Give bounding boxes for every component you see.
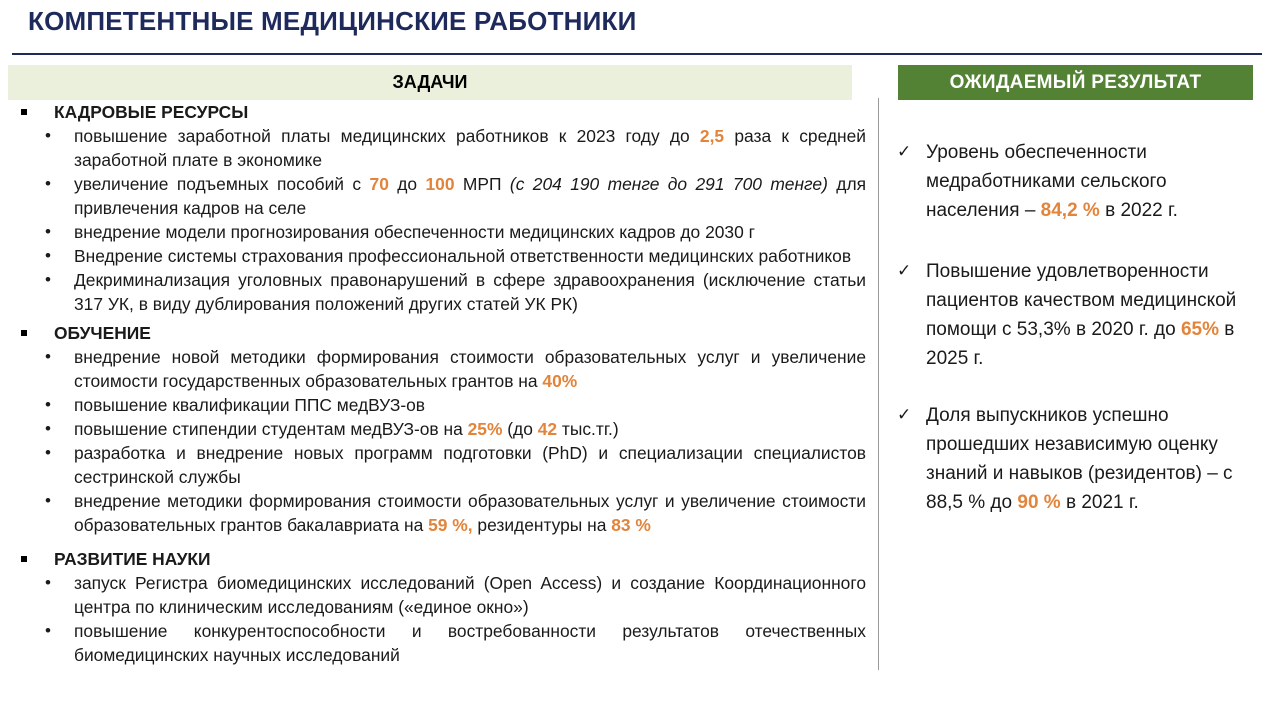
item-text: (до — [502, 419, 538, 439]
tasks-header: ЗАДАЧИ — [8, 65, 852, 100]
list-item — [18, 172, 866, 220]
result-header: ОЖИДАЕМЫЙ РЕЗУЛЬТАТ — [898, 65, 1253, 100]
section-edu-title — [18, 321, 866, 345]
item-text: резидентуры на — [472, 515, 612, 535]
highlight-value: 84,2 % — [1040, 200, 1100, 221]
square-bullet-icon — [21, 109, 27, 115]
tasks-column — [18, 100, 866, 667]
highlight-value: 25% — [467, 419, 503, 439]
list-item — [18, 345, 866, 393]
item-text: тыс.тг.) — [557, 419, 619, 439]
result-item — [897, 401, 1257, 517]
list-item — [18, 268, 866, 316]
item-text: внедрение методики формирования стоимости образовательных услуг и увеличение стоимости образовательных грантов бакалавриата на — [74, 491, 866, 535]
bullet-icon: • — [45, 443, 51, 462]
results-column — [897, 138, 1257, 517]
list-item — [18, 571, 866, 619]
list-item — [18, 619, 866, 667]
list-item — [18, 441, 866, 489]
result-text: Уровень обеспеченности медработниками сельского населения – — [926, 142, 1167, 221]
bullet-icon: • — [45, 174, 51, 193]
list-item — [18, 393, 866, 417]
square-bullet-icon — [21, 556, 27, 562]
result-item — [897, 257, 1257, 373]
highlight-value: 2,5 — [699, 126, 725, 146]
checkmark-icon: ✓ — [897, 142, 912, 162]
bullet-icon: • — [45, 270, 51, 289]
page-title: КОМПЕТЕНТНЫЕ МЕДИЦИНСКИЕ РАБОТНИКИ — [28, 6, 637, 36]
checkmark-icon: ✓ — [897, 405, 912, 425]
item-text: внедрение модели прогнозирования обеспеченности медицинских кадров до 2030 г — [74, 222, 755, 242]
item-text: МРП — [454, 174, 510, 194]
bullet-icon: • — [45, 621, 51, 640]
list-item — [18, 220, 866, 244]
highlight-value: 90 % — [1017, 492, 1061, 513]
italic-note: (с 204 190 тенге до 291 700 тенге) — [509, 174, 828, 194]
item-text: для привлечения кадров на селе — [74, 174, 867, 218]
item-text: увеличение подъемных пособий с — [74, 174, 370, 194]
bullet-icon: • — [45, 347, 51, 366]
section-edu-title-text: ОБУЧЕНИЕ — [54, 323, 151, 343]
section-hr-title — [18, 100, 866, 124]
square-bullet-icon — [21, 330, 27, 336]
list-item — [18, 417, 866, 441]
item-text: Внедрение системы страхования профессиональной ответственности медицинских работников — [74, 246, 852, 266]
bullet-icon: • — [45, 246, 51, 265]
item-text: Декриминализация уголовных правонарушений в сфере здравоохранения (исключение статьи 317 УК, в виду дублирования положений других статей УК РК) — [74, 270, 866, 314]
bullet-icon: • — [45, 573, 51, 592]
result-item — [897, 138, 1257, 225]
highlight-value: 83 % — [611, 515, 651, 535]
section-sci-title-text: РАЗВИТИЕ НАУКИ — [54, 549, 211, 569]
item-text: повышение квалификации ППС медВУЗ-ов — [74, 395, 426, 415]
item-text: внедрение новой методики формирования стоимости образовательных услуг и увеличение стоимости государственных образовательных грантов на — [74, 347, 866, 391]
item-text: разработка и внедрение новых программ подготовки (PhD) и специализации специалистов сестринской службы — [74, 443, 866, 487]
item-text: повышение заработной платы медицинских работников к 2023 году до — [74, 126, 700, 146]
result-text: в 2021 г. — [1060, 492, 1139, 513]
highlight-value: 70 — [369, 174, 389, 194]
highlight-value: 100 — [425, 174, 455, 194]
list-item — [18, 489, 866, 537]
bullet-icon: • — [45, 395, 51, 414]
result-text: в 2022 г. — [1099, 200, 1178, 221]
highlight-value: 40% — [542, 371, 578, 391]
list-item — [18, 244, 866, 268]
section-hr-title-text: КАДРОВЫЕ РЕСУРСЫ — [54, 102, 249, 122]
item-text: раза к средней заработной плате в экономике — [74, 126, 866, 170]
item-text: запуск Регистра биомедицинских исследований (Open Access) и создание Координационного центра по клиническим исследованиям («единое окно») — [74, 573, 866, 617]
section-sci-title — [18, 547, 866, 571]
item-text: повышение стипендии студентам медВУЗ-ов на — [74, 419, 468, 439]
bullet-icon: • — [45, 419, 51, 438]
bullet-icon: • — [45, 491, 51, 510]
highlight-value: 59 %, — [428, 515, 473, 535]
item-text: до — [388, 174, 426, 194]
result-text: в 2025 г. — [926, 319, 1235, 369]
bullet-icon: • — [45, 126, 51, 145]
result-text: Повышение удовлетворенности пациентов качеством медицинской помощи с 53,3% в 2020 г. до — [926, 261, 1237, 340]
result-text: Доля выпускников успешно прошедших независимую оценку знаний и навыков (резидентов) – с 88,5 % до — [926, 405, 1233, 513]
bullet-icon: • — [45, 222, 51, 241]
title-underline — [12, 53, 1262, 55]
highlight-value: 42 — [537, 419, 558, 439]
column-divider — [878, 98, 879, 670]
list-item — [18, 124, 866, 172]
item-text: повышение конкурентоспособности и востребованности результатов отечественных биомедицинских научных исследований — [74, 621, 866, 665]
highlight-value: 65% — [1180, 319, 1219, 340]
checkmark-icon: ✓ — [897, 261, 912, 281]
